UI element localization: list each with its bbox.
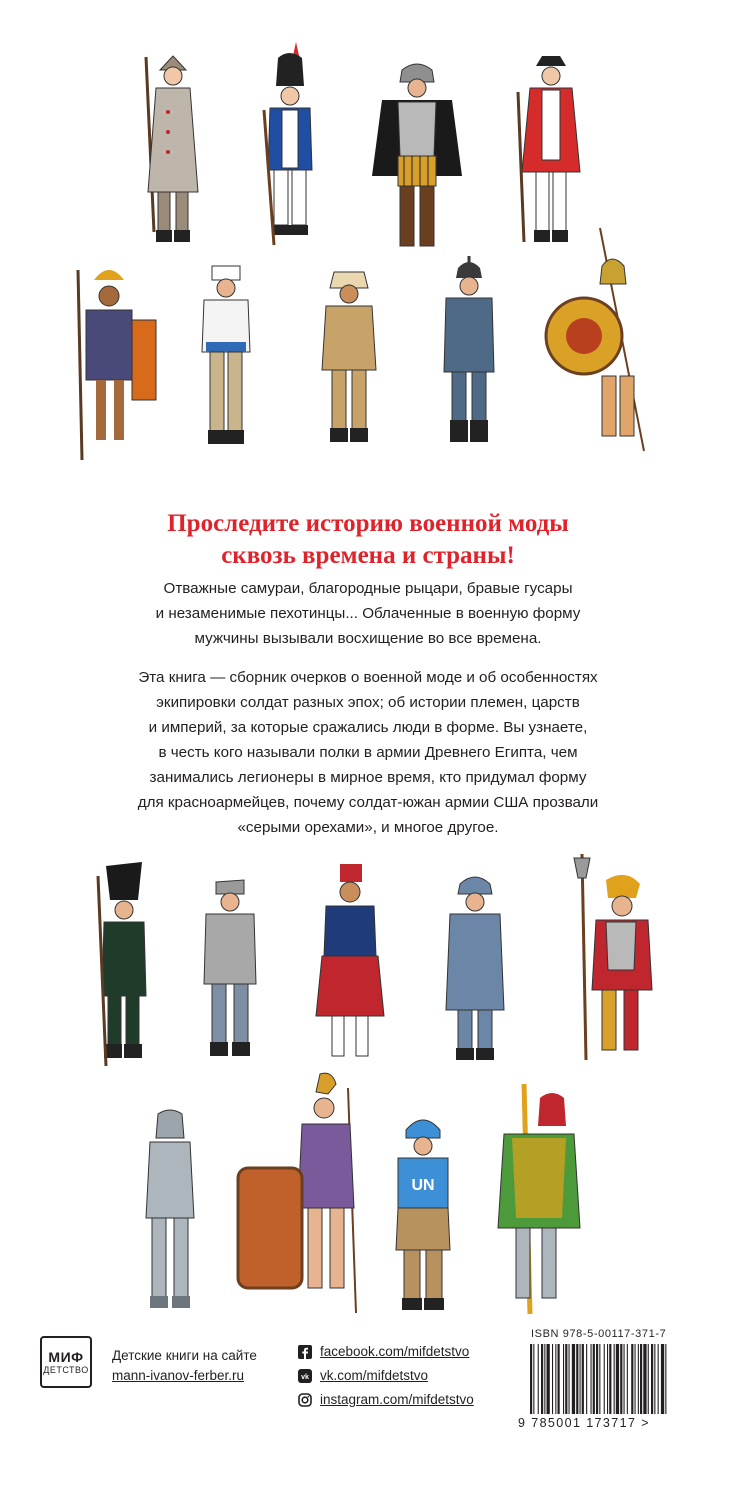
site-label: Детские книги на сайте [112,1348,257,1363]
svg-text:vk: vk [301,1374,309,1381]
paragraph-line: в честь кого называли полки в армии Древнего Египта, чем [158,744,578,761]
instagram-link[interactable]: instagram.com/mifdetstvo [320,1392,474,1407]
barcode-bar [624,1344,625,1414]
bersaglieri-soldier-illustration [76,856,166,1071]
barcode-bar [635,1344,636,1414]
paragraph-intro [60,576,676,651]
barcode-bar [558,1344,560,1414]
headline-line2: сквозь времена и страны! [221,542,515,569]
barcode-bar [572,1344,575,1414]
knight-in-armor-illustration [130,1108,210,1318]
headline [0,508,736,572]
greek-hoplite-illustration [540,226,660,456]
british-redcoat-illustration [506,52,596,252]
publisher-logo [40,1336,92,1388]
logo-sub: ДЕТСТВО [43,1365,89,1375]
facebook-icon [298,1345,312,1359]
headline-line1: Проследите историю военной моды [167,510,569,537]
paragraph-line: Эта книга — сборник очерков о военной моде и об особенностях [138,669,598,686]
paragraph-description [60,665,676,840]
barcode-bar [661,1344,664,1414]
barcode-bar [530,1344,532,1414]
red-army-soldier-illustration [128,52,218,252]
social-links [298,1340,474,1412]
barcode-bar [593,1344,595,1414]
french-legionnaire-illustration [186,262,266,457]
roman-legionary-illustration [228,1068,368,1318]
un-peacekeeper-illustration [378,1110,468,1320]
barcode-bar [541,1344,543,1414]
barcode-bar [565,1344,567,1414]
barcode-bar [596,1344,598,1414]
barcode-bar [580,1344,581,1414]
barcode-bar [582,1344,584,1414]
barcode-bar [533,1344,534,1414]
paragraph-line: мужчины вызывали восхищение во все времена. [194,630,542,647]
paragraph-line: и империй, за которые сражались люди в форме. Вы узнаете, [148,719,588,736]
barcode-bar [620,1344,622,1414]
confederate-soldier-illustration [184,872,274,1067]
paragraph-line: занимались легионеры в мирное время, кто придумал форму [149,769,587,786]
logo-brand: МИФ [48,1349,84,1365]
barcode-bar [544,1344,545,1414]
barcode-bar [640,1344,642,1414]
zouave-soldier-illustration [300,856,400,1071]
instagram-icon [298,1393,312,1407]
barcode-bar [586,1344,587,1414]
desert-soldier-illustration [304,260,394,455]
barcode-bar [627,1344,628,1414]
napoleonic-grenadier-illustration [244,40,334,255]
barcode-bar [576,1344,578,1414]
site-block [112,1346,257,1386]
barcode-bar [538,1344,539,1414]
barcode-digits: 9 785001 173717 > [518,1416,650,1430]
barcode-bar [609,1344,611,1414]
vk-icon [298,1369,312,1383]
social-facebook[interactable] [298,1340,474,1364]
barcode-bar [616,1344,619,1414]
paragraph-line: «серыми орехами», и многое другое. [237,819,499,836]
tournament-knight-illustration [482,1078,592,1318]
barcode-bar [638,1344,639,1414]
barcode-bar [648,1344,649,1414]
conquistador-illustration [362,56,472,256]
landsknecht-illustration [556,850,666,1070]
paragraph-line: экипировки солдат разных эпох; об истории племен, царств [156,694,580,711]
inca-warrior-illustration [64,250,164,465]
barcode-bar [643,1344,646,1414]
social-vk[interactable] [298,1364,474,1388]
vk-link[interactable]: vk.com/mifdetstvo [320,1368,429,1383]
barcode-bar [569,1344,570,1414]
barcode-bar [563,1344,564,1414]
isbn-text: ISBN 978-5-00117-371-7 [531,1328,667,1340]
barcode-bar [651,1344,653,1414]
french-ww1-poilu-illustration [430,870,520,1070]
barcode-bar [599,1344,600,1414]
barcode-bar [654,1344,655,1414]
paragraph-line: Отважные самураи, благородные рыцари, бравые гусары [163,580,573,597]
barcode-bar [614,1344,615,1414]
barcode-bar [665,1344,666,1414]
paragraph-line: для красноармейцев, почему солдат-южан армии США прозвали [137,794,599,811]
barcode-bar [555,1344,556,1414]
paragraph-line: и незаменимые пехотинцы... Облаченные в военную форму [155,605,581,622]
barcode-bar [631,1344,633,1414]
barcode-bar [547,1344,550,1414]
barcode-bar [552,1344,553,1414]
german-ww1-soldier-illustration [424,252,514,452]
social-instagram[interactable] [298,1388,474,1412]
un-helmet-text: UN [411,1177,435,1194]
barcode-bar [658,1344,659,1414]
barcode-bar [604,1344,605,1414]
barcode-bar [591,1344,592,1414]
site-url-link[interactable]: mann-ivanov-ferber.ru [112,1368,245,1383]
barcode-bar [607,1344,608,1414]
barcode [528,1344,714,1414]
facebook-link[interactable]: facebook.com/mifdetstvo [320,1344,470,1359]
